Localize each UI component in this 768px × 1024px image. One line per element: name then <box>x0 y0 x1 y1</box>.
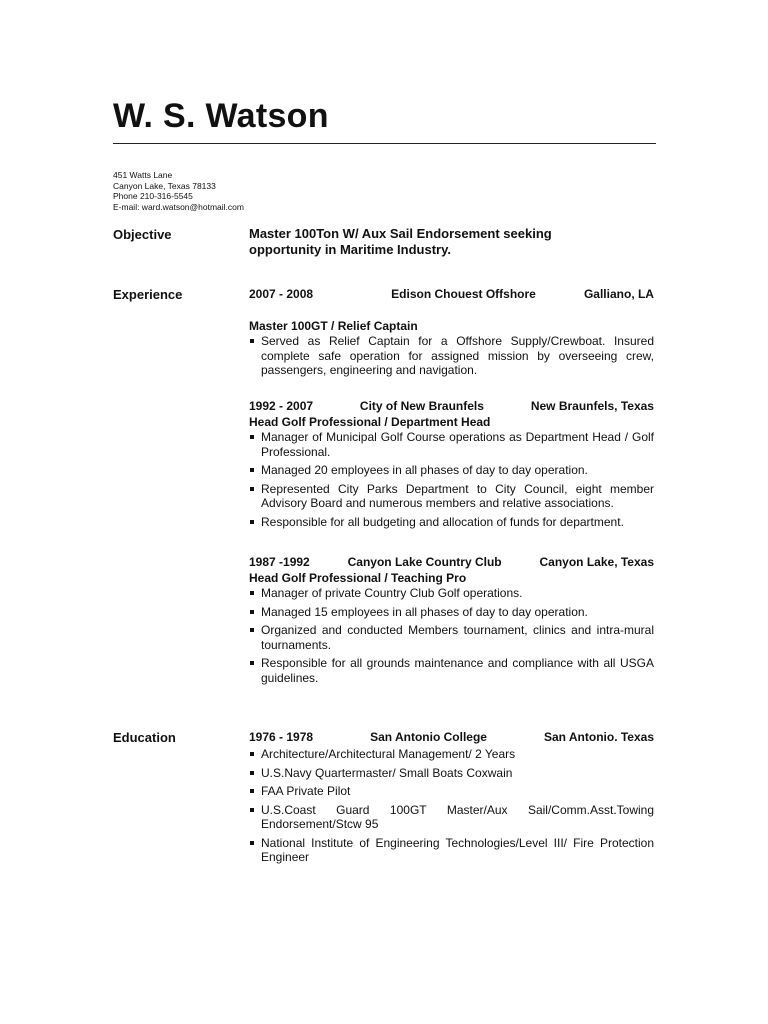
bullet-icon <box>250 771 254 775</box>
email-address: E-mail: ward.watson@hotmail.com <box>113 201 244 212</box>
job-employer: City of New Braunfels <box>359 399 484 413</box>
job-header <box>249 287 654 302</box>
objective-label: Objective <box>113 227 172 242</box>
job-dates: 1992 - 2007 <box>249 399 314 413</box>
bullet-text: Architecture/Architectural Management/ 2 Years <box>261 747 516 761</box>
bullet-icon <box>250 591 254 595</box>
list-item <box>249 430 654 459</box>
education-header <box>249 730 654 745</box>
address-line-1: 451 Watts Lane <box>113 170 173 180</box>
job-location: Canyon Lake, Texas <box>539 555 654 569</box>
bullet-text: U.S.Navy Quartermaster/ Small Boats Coxwain <box>261 765 513 780</box>
bullet-icon <box>250 628 254 632</box>
bullet-icon <box>250 339 254 343</box>
bullet-text: National Institute of Engineering Technologies/Level III/ Fire Protection Engineer <box>261 835 654 864</box>
list-item <box>249 784 654 799</box>
job-dates: 2007 - 2008 <box>249 287 314 301</box>
education-bullets <box>249 747 654 865</box>
list-item <box>249 766 654 781</box>
list-item <box>249 747 654 762</box>
experience-label: Experience <box>113 287 183 302</box>
job-bullets <box>249 430 654 529</box>
bullet-text: Managed 20 employees in all phases of day to day operation. <box>261 463 588 477</box>
job-header <box>249 555 654 570</box>
education-label: Education <box>113 730 176 745</box>
job-entry-3 <box>249 555 654 689</box>
job-dates: 1987 -1992 <box>249 555 310 569</box>
list-item <box>249 836 654 865</box>
objective-line-2: opportunity in Maritime Industry. <box>249 242 451 257</box>
job-bullets <box>249 586 654 685</box>
bullet-text: Managed 15 employees in all phases of day to day operation. <box>261 604 588 619</box>
bullet-icon <box>250 841 254 845</box>
objective-line-1: Master 100Ton W/ Aux Sail Endorsement seeking <box>249 226 552 241</box>
bullet-text: Organized and conducted Members tournament, clinics and intra-mural tournaments. <box>261 623 654 652</box>
job-location: New Braunfels, Texas <box>530 399 654 413</box>
job-employer: Edison Chouest Offshore <box>391 287 536 301</box>
bullet-text: Responsible for all budgeting and allocation of funds for department. <box>261 514 624 529</box>
list-item <box>249 656 654 685</box>
list-item <box>249 803 654 832</box>
job-entry-1 <box>249 287 654 382</box>
education-section <box>249 730 654 869</box>
bullet-icon <box>250 808 254 812</box>
list-item <box>249 515 654 530</box>
list-item <box>249 334 654 378</box>
bullet-icon <box>250 435 254 439</box>
bullet-icon <box>250 752 254 756</box>
bullet-text: Manager of Municipal Golf Course operations as Department Head / Golf Professional. <box>261 430 654 459</box>
bullet-icon <box>250 487 254 491</box>
job-bullets <box>249 334 654 378</box>
bullet-icon <box>250 468 254 472</box>
job-title: Head Golf Professional / Teaching Pro <box>249 571 467 585</box>
education-location: San Antonio. Texas <box>543 730 654 744</box>
list-item <box>249 623 654 652</box>
bullet-text: Responsible for all grounds maintenance and compliance with all USGA guidelines. <box>261 656 654 685</box>
education-dates: 1976 - 1978 <box>249 730 314 744</box>
list-item <box>249 586 654 601</box>
bullet-icon <box>250 520 254 524</box>
list-item <box>249 463 654 478</box>
job-title: Head Golf Professional / Department Head <box>249 415 491 429</box>
list-item <box>249 482 654 511</box>
bullet-text: FAA Private Pilot <box>261 784 351 798</box>
bullet-icon <box>250 610 254 614</box>
education-school: San Antonio College <box>370 730 487 744</box>
bullet-text: Served as Relief Captain for a Offshore Supply/Crewboat. Insured complete safe operation for assigned mission by overseeing crew, passengers, engineering and navigation. <box>261 334 654 377</box>
bullet-text: Manager of private Country Club Golf operations. <box>261 586 523 600</box>
bullet-icon <box>250 789 254 793</box>
job-title: Master 100GT / Relief Captain <box>249 319 418 333</box>
job-header <box>249 399 654 414</box>
job-entry-2 <box>249 399 654 533</box>
bullet-text: U.S.Coast Guard 100GT Master/Aux Sail/Comm.Asst.Towing Endorsement/Stcw 95 <box>261 802 654 831</box>
header-divider <box>113 143 656 144</box>
candidate-name: W. S. Watson <box>113 97 329 135</box>
contact-block <box>113 170 244 212</box>
phone-number: Phone 210-316-5545 <box>113 191 193 201</box>
job-employer: Canyon Lake Country Club <box>347 555 502 569</box>
bullet-icon <box>250 661 254 665</box>
address-line-2: Canyon Lake, Texas 78133 <box>113 180 216 191</box>
job-location: Galliano, LA <box>583 287 654 301</box>
objective-section <box>249 226 654 258</box>
bullet-text: Represented City Parks Department to City Council, eight member Advisory Board and numerous members and relative associations. <box>261 481 654 510</box>
list-item <box>249 605 654 620</box>
